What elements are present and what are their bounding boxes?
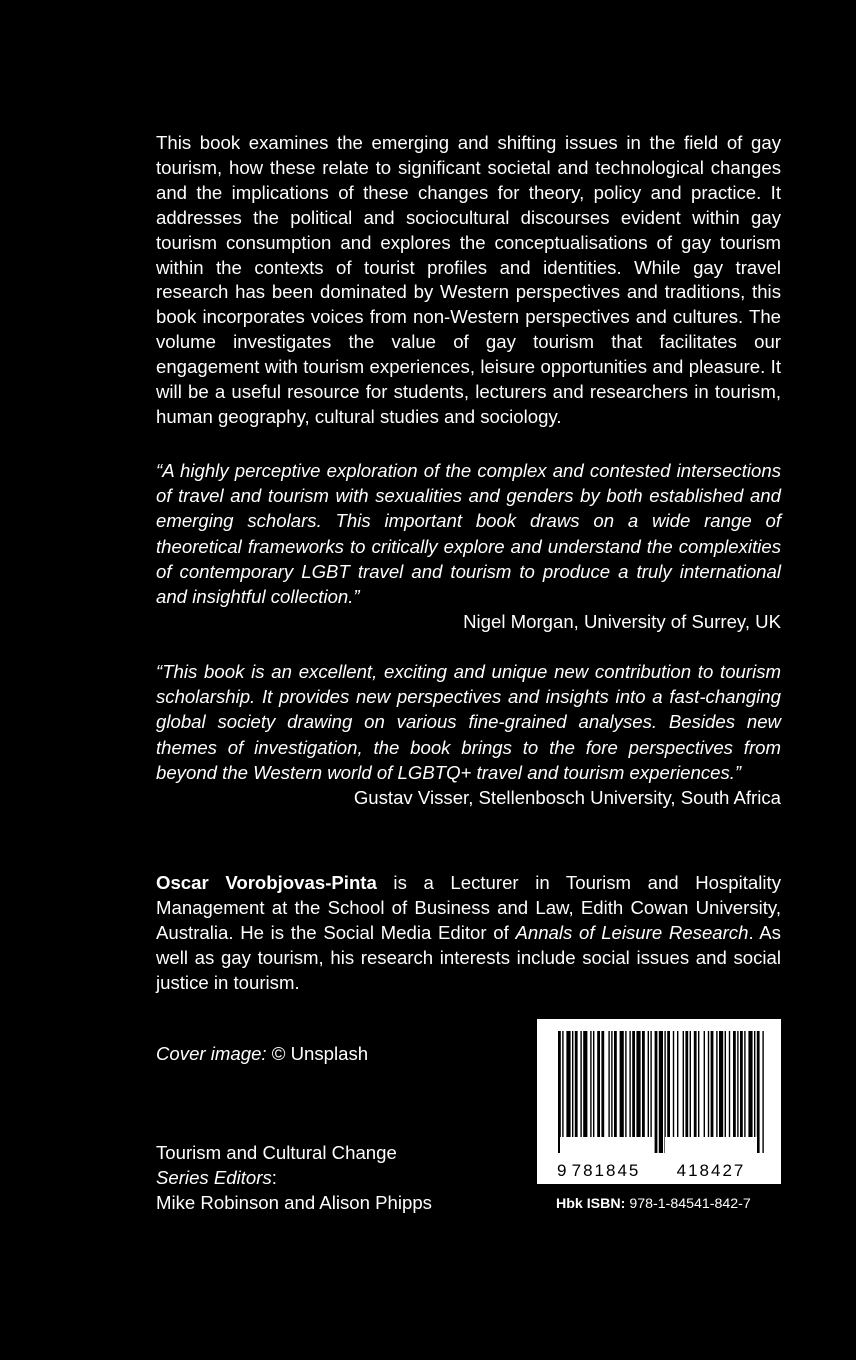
series-editors-label: Series Editors	[156, 1166, 272, 1188]
barcode-digits-right: 418427	[676, 1161, 746, 1180]
bio-text-2: . As well as gay tourism, his research interests include social issues and social justice in tourism.	[156, 922, 781, 993]
quote-attribution: Gustav Visser, Stellenbosch University, South Africa	[353, 787, 781, 809]
series-editors-heading	[156, 1166, 432, 1191]
bio-text-1: is a Lecturer in Tourism and Hospitality Management at the School of Business and Law, Edith Cowan University, Australia. He is the Social Media Editor of	[156, 872, 781, 943]
barcode-bar	[757, 1031, 760, 1159]
barcode-bar	[762, 1031, 763, 1159]
series-editors-colon: :	[271, 1166, 277, 1188]
isbn	[556, 1196, 751, 1212]
quote-text: “A highly perceptive exploration of the complex and contested intersections of travel and tourism with sexualities and genders by both established and emerging scholars. This important book draws on a wide range of theoretical frameworks to critically explore and understand the complexities of contemporary LGBT travel and tourism to produce a truly international and insightful collection.”	[156, 460, 781, 608]
series-editors: Mike Robinson and Alison Phipps	[156, 1191, 432, 1213]
quote-text: “This book is an excellent, exciting and unique new contribution to tourism scholarship. It provides new perspectives and insights into a fast-changing global society drawing on various fine-grained analyses. Besides new themes of investigation, the book brings to the fore perspectives from beyond the Western world of LGBTQ+ travel and tourism experiences.”	[156, 661, 781, 783]
quote-attribution: Nigel Morgan, University of Surrey, UK	[463, 611, 781, 633]
journal-title: Annals of Leisure Research	[515, 922, 749, 943]
cover-credit	[156, 1043, 368, 1065]
cover-credit-value: © Unsplash	[266, 1043, 369, 1064]
endorsement-quote-1	[156, 458, 781, 634]
isbn-value: 978-1-84541-842-7	[625, 1196, 751, 1212]
barcode-graphic	[537, 1019, 781, 1184]
barcode-digit-first: 9	[557, 1161, 567, 1180]
barcode-bar	[659, 1031, 663, 1159]
book-description: This book examines the emerging and shifting issues in the field of gay tourism, how these relate to significant societal and technological changes and the implications of these changes for theory, policy and practice. It addresses the political and sociocultural discourses evident within gay tourism consumption and explores the conceptualisations of gay tourism within the contexts of tourist profiles and identities. While gay travel research has been dominated by Western perspectives and traditions, this book incorporates voices from non-Western perspectives and cultures. The volume investigates the value of gay tourism that facilitates our engagement with tourism experiences, leisure opportunities and pleasure. It will be a useful resource for students, lecturers and researchers in tourism, human geography, cultural studies and sociology.	[156, 132, 781, 427]
author-name: Oscar Vorobjovas-Pinta	[156, 872, 377, 893]
barcode	[537, 1019, 781, 1184]
series-info	[156, 1141, 432, 1215]
author-bio	[156, 870, 781, 995]
series-name: Tourism and Cultural Change	[156, 1142, 397, 1163]
barcode-bar	[655, 1031, 658, 1159]
barcode-digits-left: 781845	[571, 1161, 641, 1180]
cover-credit-label: Cover image:	[156, 1043, 267, 1064]
endorsement-quote-2	[156, 659, 781, 810]
isbn-label: Hbk ISBN:	[556, 1196, 626, 1212]
